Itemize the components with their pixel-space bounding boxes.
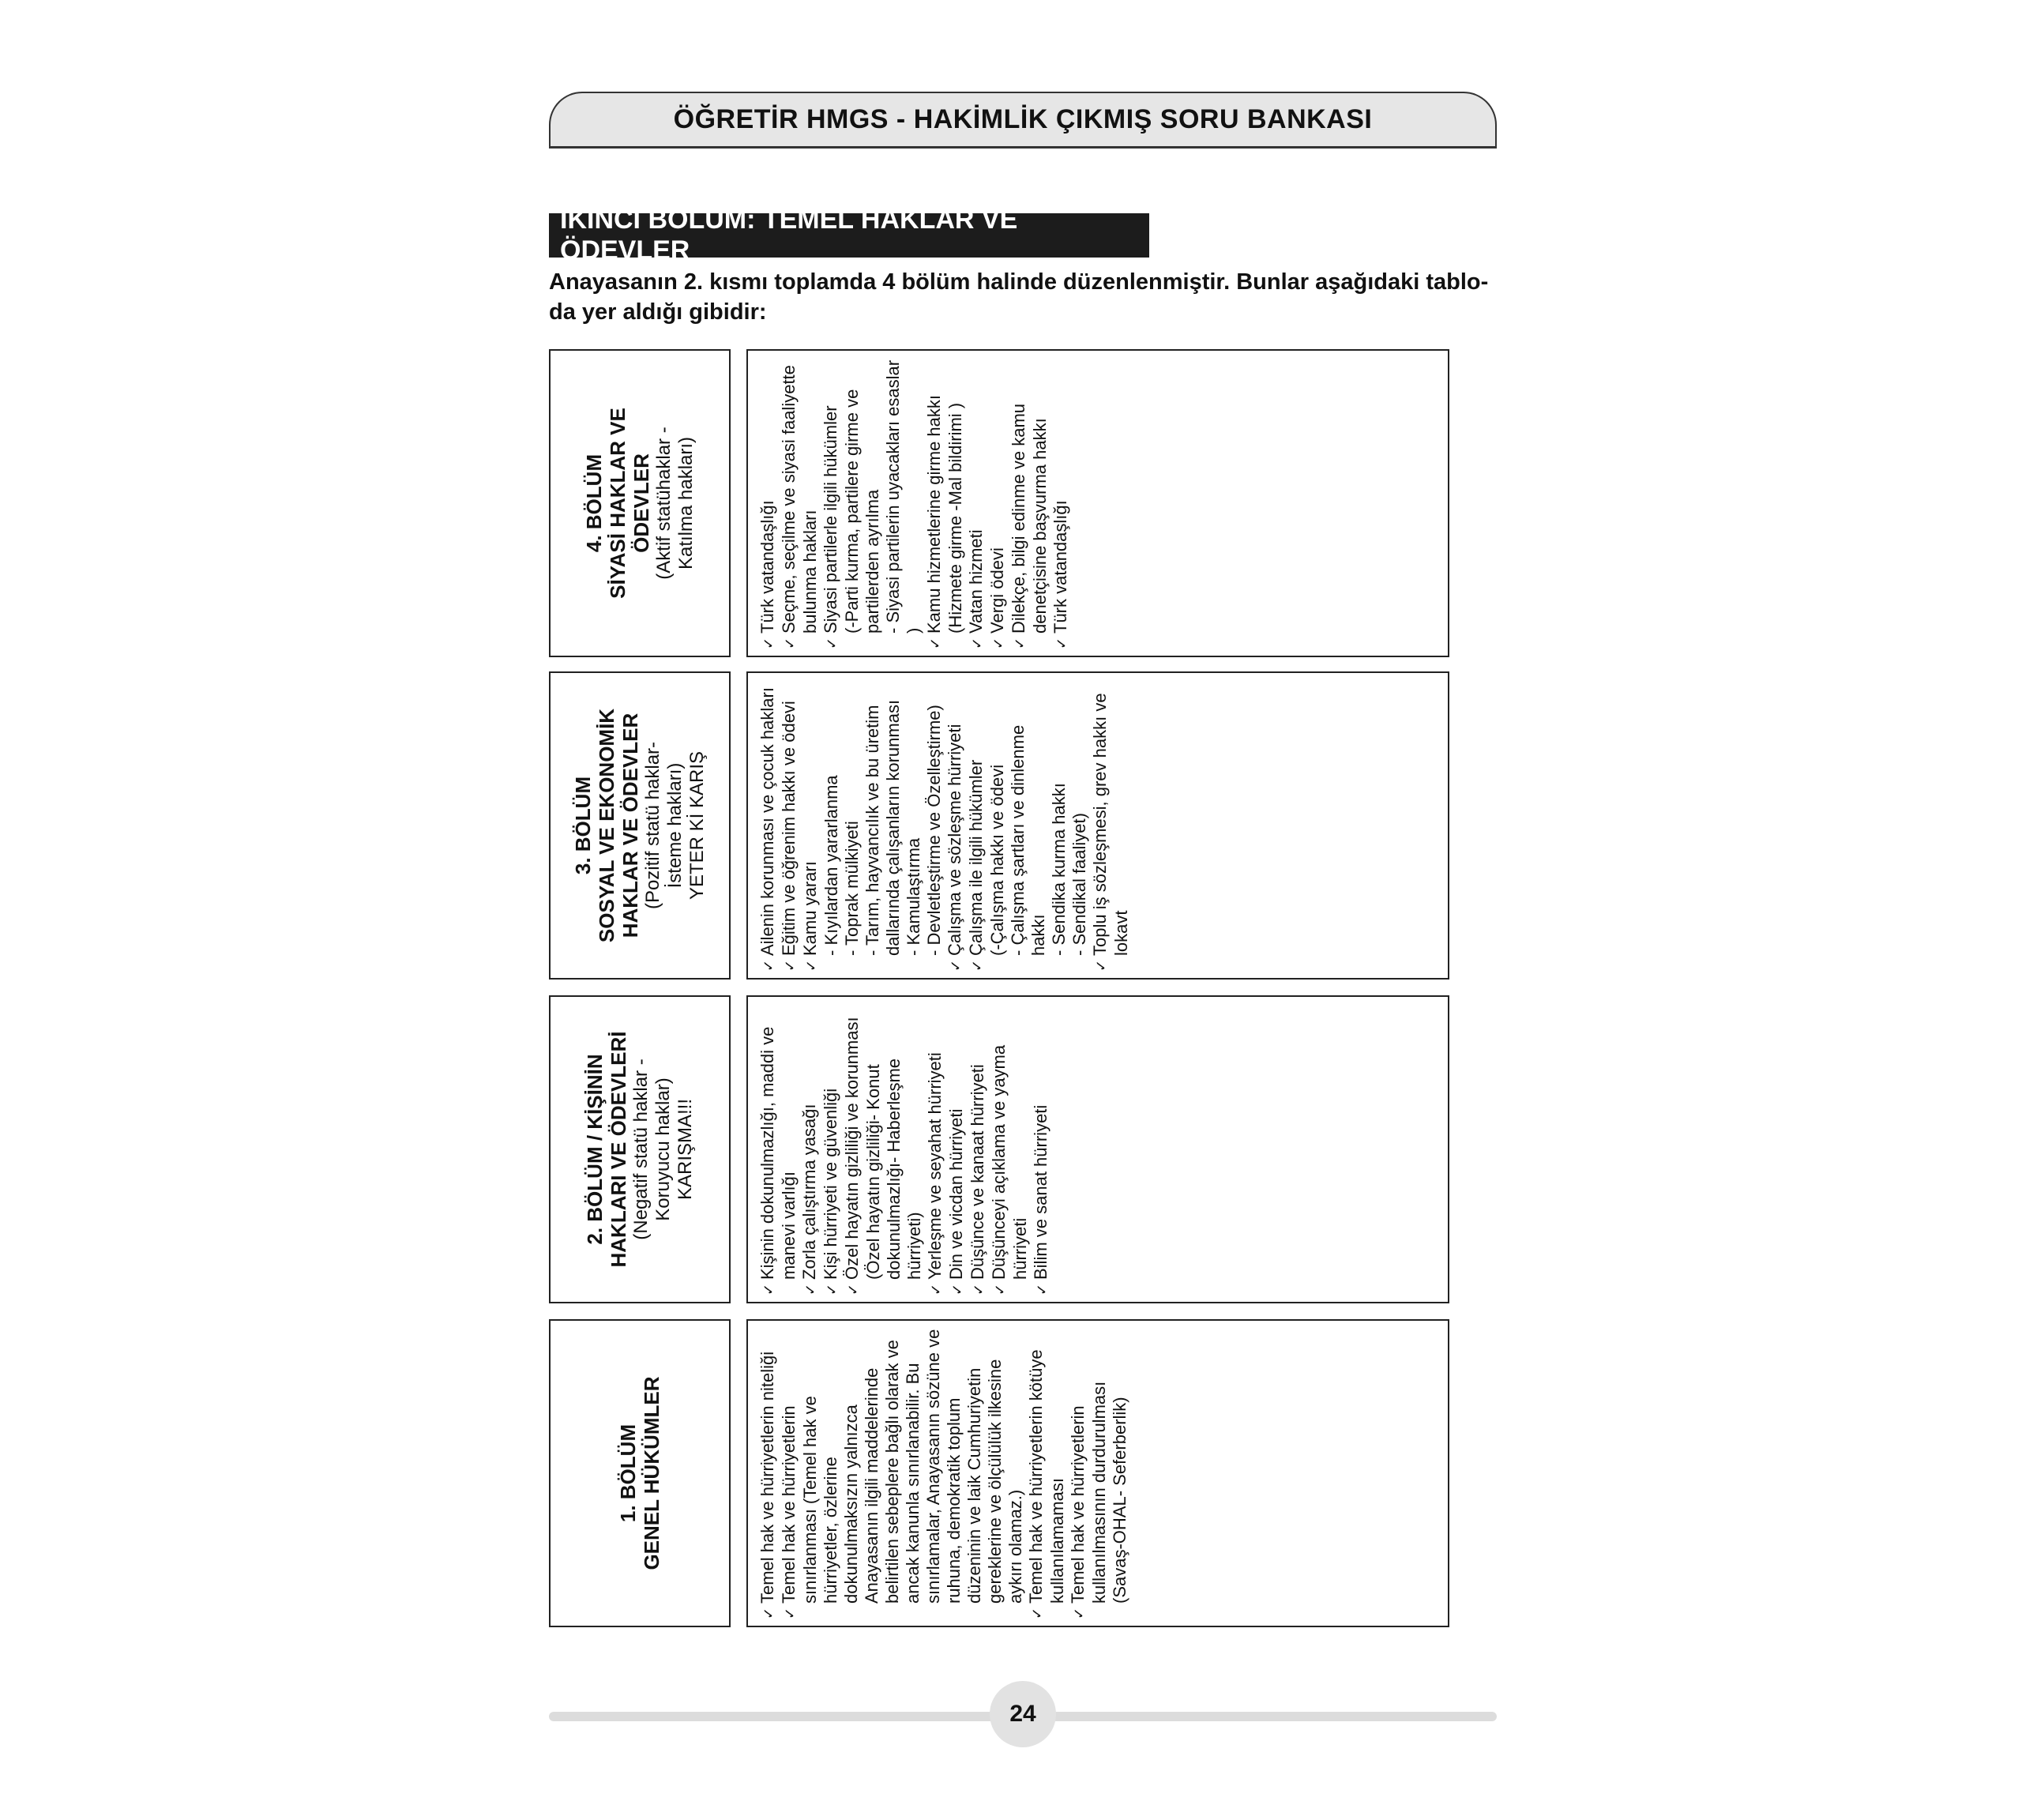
rights-table	[549, 352, 1449, 1627]
table-section-4	[549, 0, 1449, 657]
section-label-note: (Pozitif statü haklar-	[642, 741, 663, 910]
section-label-note: (Aktif statühaklar -	[653, 427, 675, 580]
section-label-note: YETER Kİ KARIŞ	[686, 750, 708, 901]
section-label-heading: HAKLAR VE ÖDEVLER	[618, 713, 642, 938]
checklist-item: ✓ Ailenin korunması ve çocuk hakları	[757, 679, 779, 972]
checklist-item: ✓ Vatan hizmeti	[966, 357, 987, 649]
sub-item: - Çalışma şartları ve dinlenme hakkı	[1008, 724, 1048, 956]
checklist-item: ✓ Çalışma ve sözleşme hürriyeti	[945, 679, 966, 972]
sub-item: (-Parti kurma, partilere girme ve partilerden ayrılma	[842, 389, 882, 634]
section-label-heading: HAKLARI VE ÖDEVLERİ	[607, 1031, 630, 1268]
checklist-item: ✓ Temel hak ve hürriyetlerin kullanılmasının durdurulması (Savaş-OHAL- Seferberlik)	[1068, 1327, 1130, 1619]
section-label	[549, 349, 731, 657]
checklist-item: ✓ Siyasi partilerle ilgili hükümler	[821, 357, 842, 649]
sub-item: - Sendika kurma hakkı	[1049, 783, 1069, 956]
checklist-item: ✓ Kamu hizmetlerine girme hakkı (Hizmete girme -Mal bildirimi )	[924, 357, 966, 649]
checklist-item: ✓ Düşünceyi açıklama ve yayma hürriyeti	[989, 1003, 1031, 1295]
section-label-note: İsteme hakları)	[664, 762, 686, 889]
checklist-item: ✓ Kişi hürriyeti ve güvenliği	[821, 1003, 842, 1295]
checklist-item: ✓ Temel hak ve hürriyetlerin kötüye kullanılamaması	[1026, 1327, 1068, 1619]
section-label-heading: 3. BÖLÜM	[571, 776, 595, 875]
checklist-item: ✓ Temel hak ve hürriyetlerin niteliği	[757, 1327, 779, 1619]
intro-line-1: Anayasanın 2. kısmı toplamda 4 bölüm halinde düzenlenmiştir. Bunlar aşağıdaki tablo-	[549, 269, 1489, 295]
checklist-item: ✓ Düşünce ve kanaat hürriyeti	[968, 1003, 989, 1295]
sub-item: - Devletleştirme ve Özelleştirme)	[924, 705, 944, 956]
section-label-heading: ÖDEVLER	[630, 453, 653, 553]
checklist-item: ✓ Temel hak ve hürriyetlerin sınırlanması (Temel hak ve hürriyetler, özlerine dokunulmaksızın yalnızca Anayasanın ilgili maddelerinde belirtilen sebeplere bağlı olarak ve ancak kanunla sınırlanabilir. Bu sınırlamalar, Anayasanın sözüne ve ruhuna, demokratik toplum düzeninin ve laik Cumhuriyetin gereklerine ve ölçülülük ilkesine aykırı olamaz.)	[779, 1327, 1026, 1619]
checklist-item: ✓ Din ve vicdan hürriyeti	[946, 1003, 968, 1295]
page-number: 24	[990, 1681, 1056, 1747]
section-content	[746, 1319, 1449, 1627]
section-title: İKİNCİ BÖLÜM: TEMEL HAKLAR VE ÖDEVLER	[549, 213, 1149, 258]
section-label-heading: GENEL HÜKÜMLER	[640, 1376, 663, 1570]
section-label-heading: 1. BÖLÜM	[616, 1423, 640, 1523]
section-label-note: KARIŞMA!!!	[675, 1098, 696, 1201]
sub-item: - Toprak mülkiyeti	[842, 821, 862, 956]
section-label-note: Koruyucu haklar)	[652, 1077, 674, 1221]
section-label	[549, 671, 731, 980]
section-content	[746, 995, 1449, 1303]
sub-item: - Siyasi partilerin uyacakları esaslar )	[883, 359, 923, 634]
section-label-note: Katılma hakları)	[675, 436, 697, 570]
checklist-item: ✓ Seçme, seçilme ve siyasi faaliyette bulunma hakları	[779, 357, 821, 649]
checklist-item: ✓ Dilekçe, bilgi edinme ve kamu denetçisine başvurma hakkı	[1009, 357, 1050, 649]
section-label-heading: 4. BÖLÜM	[582, 453, 606, 553]
sub-item: - Sendikal faaliyet)	[1069, 813, 1089, 956]
section-label	[549, 995, 731, 1303]
checklist-item: ✓ Eğitim ve öğrenim hakkı ve ödevi	[779, 679, 800, 972]
sub-item: - Kıyılardan yararlanma	[821, 775, 841, 956]
intro-line-2: da yer aldığı gibidir:	[549, 299, 767, 325]
checklist-item: ✓ Çalışma ile ilgili hükümler	[966, 679, 987, 972]
checklist-item: ✓ Toplu iş sözleşmesi, grev hakkı ve lokavt	[1090, 679, 1132, 972]
checklist-item: ✓ Kişinin dokunulmazlığı, maddi ve manevi varlığı	[757, 1003, 799, 1295]
checklist-item: ✓ Vergi ödevi	[987, 357, 1009, 649]
checklist-item: ✓ Türk vatandaşlığı	[757, 357, 779, 649]
section-content	[746, 349, 1449, 657]
rights-table-rotated	[549, 352, 1449, 1627]
section-label	[549, 1319, 731, 1627]
checklist-item: ✓ Özel hayatın gizliliği ve korunması (Özel hayatın gizliliği- Konut dokunulmazlığı- Haberleşme hürriyeti)	[842, 1003, 925, 1295]
sub-item: - Kamulaştırma	[904, 837, 923, 956]
sub-item: - Tarım, hayvancılık ve bu üretim dallarında çalışanların korunması	[863, 699, 903, 956]
section-content	[746, 671, 1449, 980]
checklist-item: ✓ Bilim ve sanat hürriyeti	[1031, 1003, 1052, 1295]
checklist-item: ✓ Zorla çalıştırma yasağı	[799, 1003, 821, 1295]
sub-item: (-Çalışma hakkı ve ödevi	[987, 764, 1007, 956]
section-label-heading: SİYASİ HAKLAR VE	[606, 408, 630, 599]
checklist-item: ✓ Türk vatandaşlığı	[1050, 357, 1072, 649]
checklist-item: ✓ Kamu yararı	[800, 679, 821, 972]
book-title: ÖĞRETİR HMGS - HAKİMLİK ÇIKMIŞ SORU BANKASI	[673, 104, 1373, 134]
checklist-item: ✓ Yerleşme ve seyahat hürriyeti	[925, 1003, 946, 1295]
section-label-note: (Negatif statü haklar -	[630, 1059, 652, 1240]
section-label-heading: SOSYAL VE EKONOMİK	[595, 708, 618, 943]
section-label-heading: 2. BÖLÜM / KİŞİNİN	[583, 1054, 607, 1245]
